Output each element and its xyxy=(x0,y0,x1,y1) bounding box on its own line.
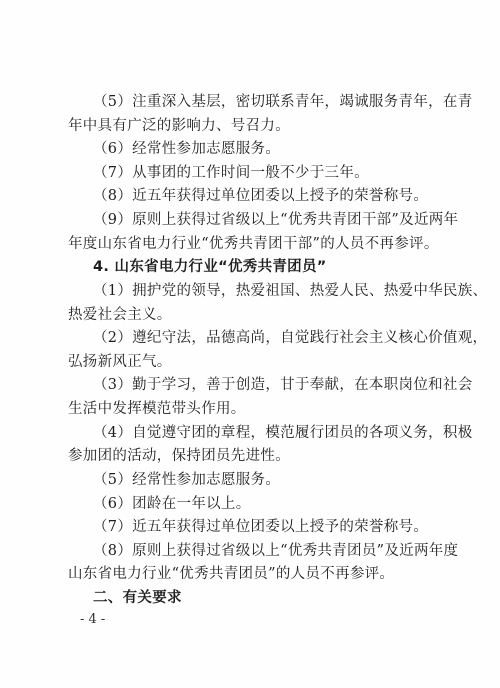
section-heading-4: 4. 山东省电力行业“优秀共青团员” xyxy=(93,259,327,275)
member-item-1-line-1: （1）拥护党的领导，热爱祖国、热爱人民、热爱中华民族、 xyxy=(93,283,488,299)
member-item-3-line-1: （3）勤于学习，善于创造，甘于奉献，在本职岗位和社会 xyxy=(93,377,473,393)
member-item-7: （7）近五年获得过单位团委以上授予的荣誉称号。 xyxy=(93,519,429,535)
section-heading-requirements: 二、有关要求 xyxy=(93,590,182,606)
page-number: - 4 - xyxy=(80,612,106,627)
item-6: （6）经常性参加志愿服务。 xyxy=(93,141,281,157)
item-9-line-1: （9）原则上获得过省级以上“优秀共青团干部”及近两年 xyxy=(93,212,459,228)
member-item-1-line-2: 热爱社会主义。 xyxy=(68,307,172,323)
member-item-8-line-1: （8）原则上获得过省级以上“优秀共青团员”及近两年度 xyxy=(93,543,459,559)
member-item-2-line-1: （2）遵纪守法，品德高尚，自觉践行社会主义核心价值观， xyxy=(93,330,488,346)
member-item-8-line-2: 山东省电力行业“优秀共青团员”的人员不再参评。 xyxy=(68,566,395,582)
item-8: （8）近五年获得过单位团委以上授予的荣誉称号。 xyxy=(93,188,429,204)
member-item-2-line-2: 弘扬新风正气。 xyxy=(68,354,172,370)
item-9-line-2: 年度山东省电力行业“优秀共青团干部”的人员不再参评。 xyxy=(68,236,439,252)
member-item-4-line-1: （4）自觉遵守团的章程，模范履行团员的各项义务，积极 xyxy=(93,425,473,441)
member-item-4-line-2: 参加团的活动，保持团员先进性。 xyxy=(68,448,290,464)
item-7: （7）从事团的工作时间一般不少于三年。 xyxy=(93,165,369,181)
item-5-line-2: 年中具有广泛的影响力、号召力。 xyxy=(68,118,290,134)
member-item-6: （6）团龄在一年以上。 xyxy=(93,496,251,512)
member-item-3-line-2: 生活中发挥模范带头作用。 xyxy=(68,401,246,417)
item-5-line-1: （5）注重深入基层，密切联系青年，竭诚服务青年，在青 xyxy=(93,94,473,110)
member-item-5: （5）经常性参加志愿服务。 xyxy=(93,472,281,488)
